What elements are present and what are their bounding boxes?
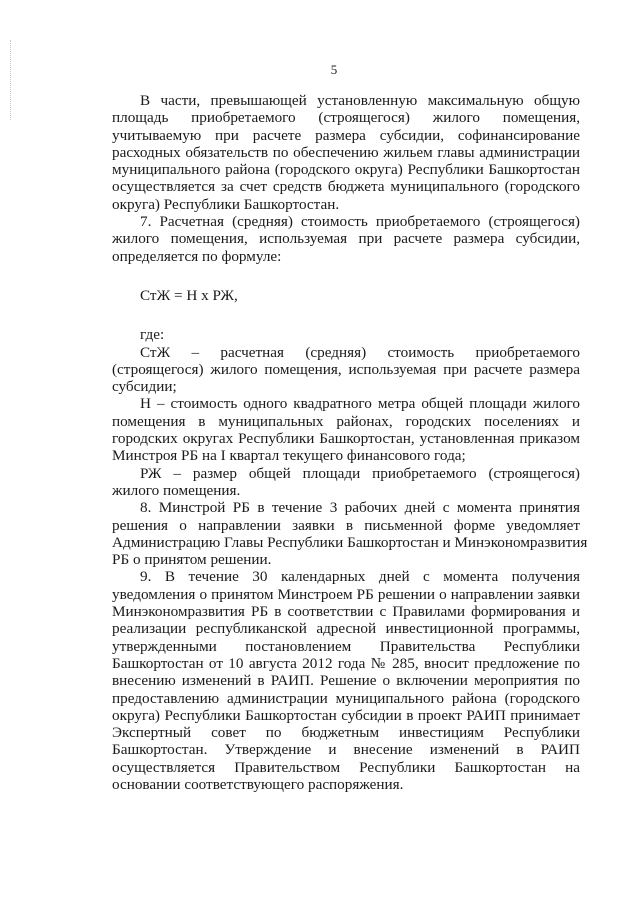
text-line: утвержденными постановлением Правительства Республики bbox=[112, 637, 580, 655]
text-line: Экспертный совет по бюджетным инвестициям Республики bbox=[112, 724, 580, 742]
text-line: учитываемую при расчете размера субсидии, софинансирование bbox=[112, 126, 580, 144]
scan-margin-marks bbox=[10, 40, 13, 120]
text-line: СтЖ – расчетная (средняя) стоимость приобретаемого bbox=[140, 343, 580, 361]
text-line: расходных обязательств по обеспечению жильем главы администрации bbox=[112, 143, 580, 161]
text-line: округа) Республики Башкортостан субсидии в проект РАИП принимает bbox=[112, 706, 580, 724]
paragraph-7 bbox=[112, 213, 580, 265]
text-line: округа) Республики Башкортостан. bbox=[112, 195, 340, 213]
text-line: осуществляется за счет средств бюджета муниципального (городского bbox=[112, 178, 580, 196]
text-line: РЖ – размер общей площади приобретаемого (строящегося) bbox=[140, 464, 580, 482]
formula: СтЖ = Н х РЖ, bbox=[140, 286, 238, 304]
text-line: городских округах Республики Башкортостан, установленная приказом bbox=[112, 430, 580, 448]
text-line: предоставлению администрации муниципального района (городского bbox=[112, 689, 580, 707]
text-line: 8. Минстрой РБ в течение 3 рабочих дней с момента принятия bbox=[140, 499, 580, 517]
text-line: основании соответствующего распоряжения. bbox=[112, 775, 404, 793]
paragraph-excess-area bbox=[112, 92, 580, 213]
text-line: (строящегося) жилого помещения, используемая при расчете размера bbox=[112, 360, 580, 378]
text-line: Минэкономразвития РБ в соответствии с Правилами формирования и bbox=[112, 603, 580, 621]
definition-n bbox=[112, 395, 580, 464]
text-line: жилого помещения, используемая при расчете размера субсидии, bbox=[112, 230, 580, 248]
text-line: муниципального района (городского округа) Республики Башкортостан bbox=[112, 161, 580, 179]
definition-stzh bbox=[112, 344, 580, 396]
text-line: Башкортостан. Утверждение и внесение изменений в РАИП bbox=[112, 741, 580, 759]
text-line: субсидии; bbox=[112, 378, 177, 396]
text-line: РБ о принятом решении. bbox=[112, 551, 272, 569]
text-line: решения о направлении заявки в письменной форме уведомляет bbox=[112, 516, 580, 534]
text-line: Н – стоимость одного квадратного метра общей площади жилого bbox=[140, 395, 580, 413]
definition-rzh bbox=[112, 465, 580, 500]
paragraph-9 bbox=[112, 568, 580, 793]
text-line: В части, превышающей установленную максимальную общую bbox=[140, 92, 580, 109]
text-line: осуществляется Правительством Республики Башкортостан на bbox=[112, 758, 580, 776]
text-line: 9. В течение 30 календарных дней с момента получения bbox=[140, 568, 580, 586]
text-line: площадь приобретаемого (строящегося) жилого помещения, bbox=[112, 109, 580, 127]
text-line: уведомления о принятом Минстроем РБ решении о направлении заявки bbox=[112, 585, 580, 603]
paragraph-8 bbox=[112, 499, 588, 569]
where-label: где: bbox=[140, 326, 165, 344]
text-line: 7. Расчетная (средняя) стоимость приобретаемого (строящегося) bbox=[140, 213, 580, 231]
page-number: 5 bbox=[330, 62, 338, 77]
text-line: помещения в муниципальных районах, городских поселениях и bbox=[112, 412, 580, 430]
document-body bbox=[112, 92, 588, 793]
text-line: Башкортостан от 10 августа 2012 года № 285, вносит предложение по bbox=[112, 654, 580, 672]
text-line: реализации республиканской адресной инвестиционной программы, bbox=[112, 620, 580, 638]
text-line: определяется по формуле: bbox=[112, 247, 282, 265]
text-line: внесению изменений в РАИП. Решение о включении мероприятия по bbox=[112, 672, 580, 690]
text-line: жилого помещения. bbox=[112, 481, 241, 499]
text-line: Администрацию Главы Республики Башкортостан и Минэкономразвития bbox=[112, 533, 588, 551]
text-line: Минстроя РБ на I квартал текущего финансового года; bbox=[112, 447, 466, 465]
